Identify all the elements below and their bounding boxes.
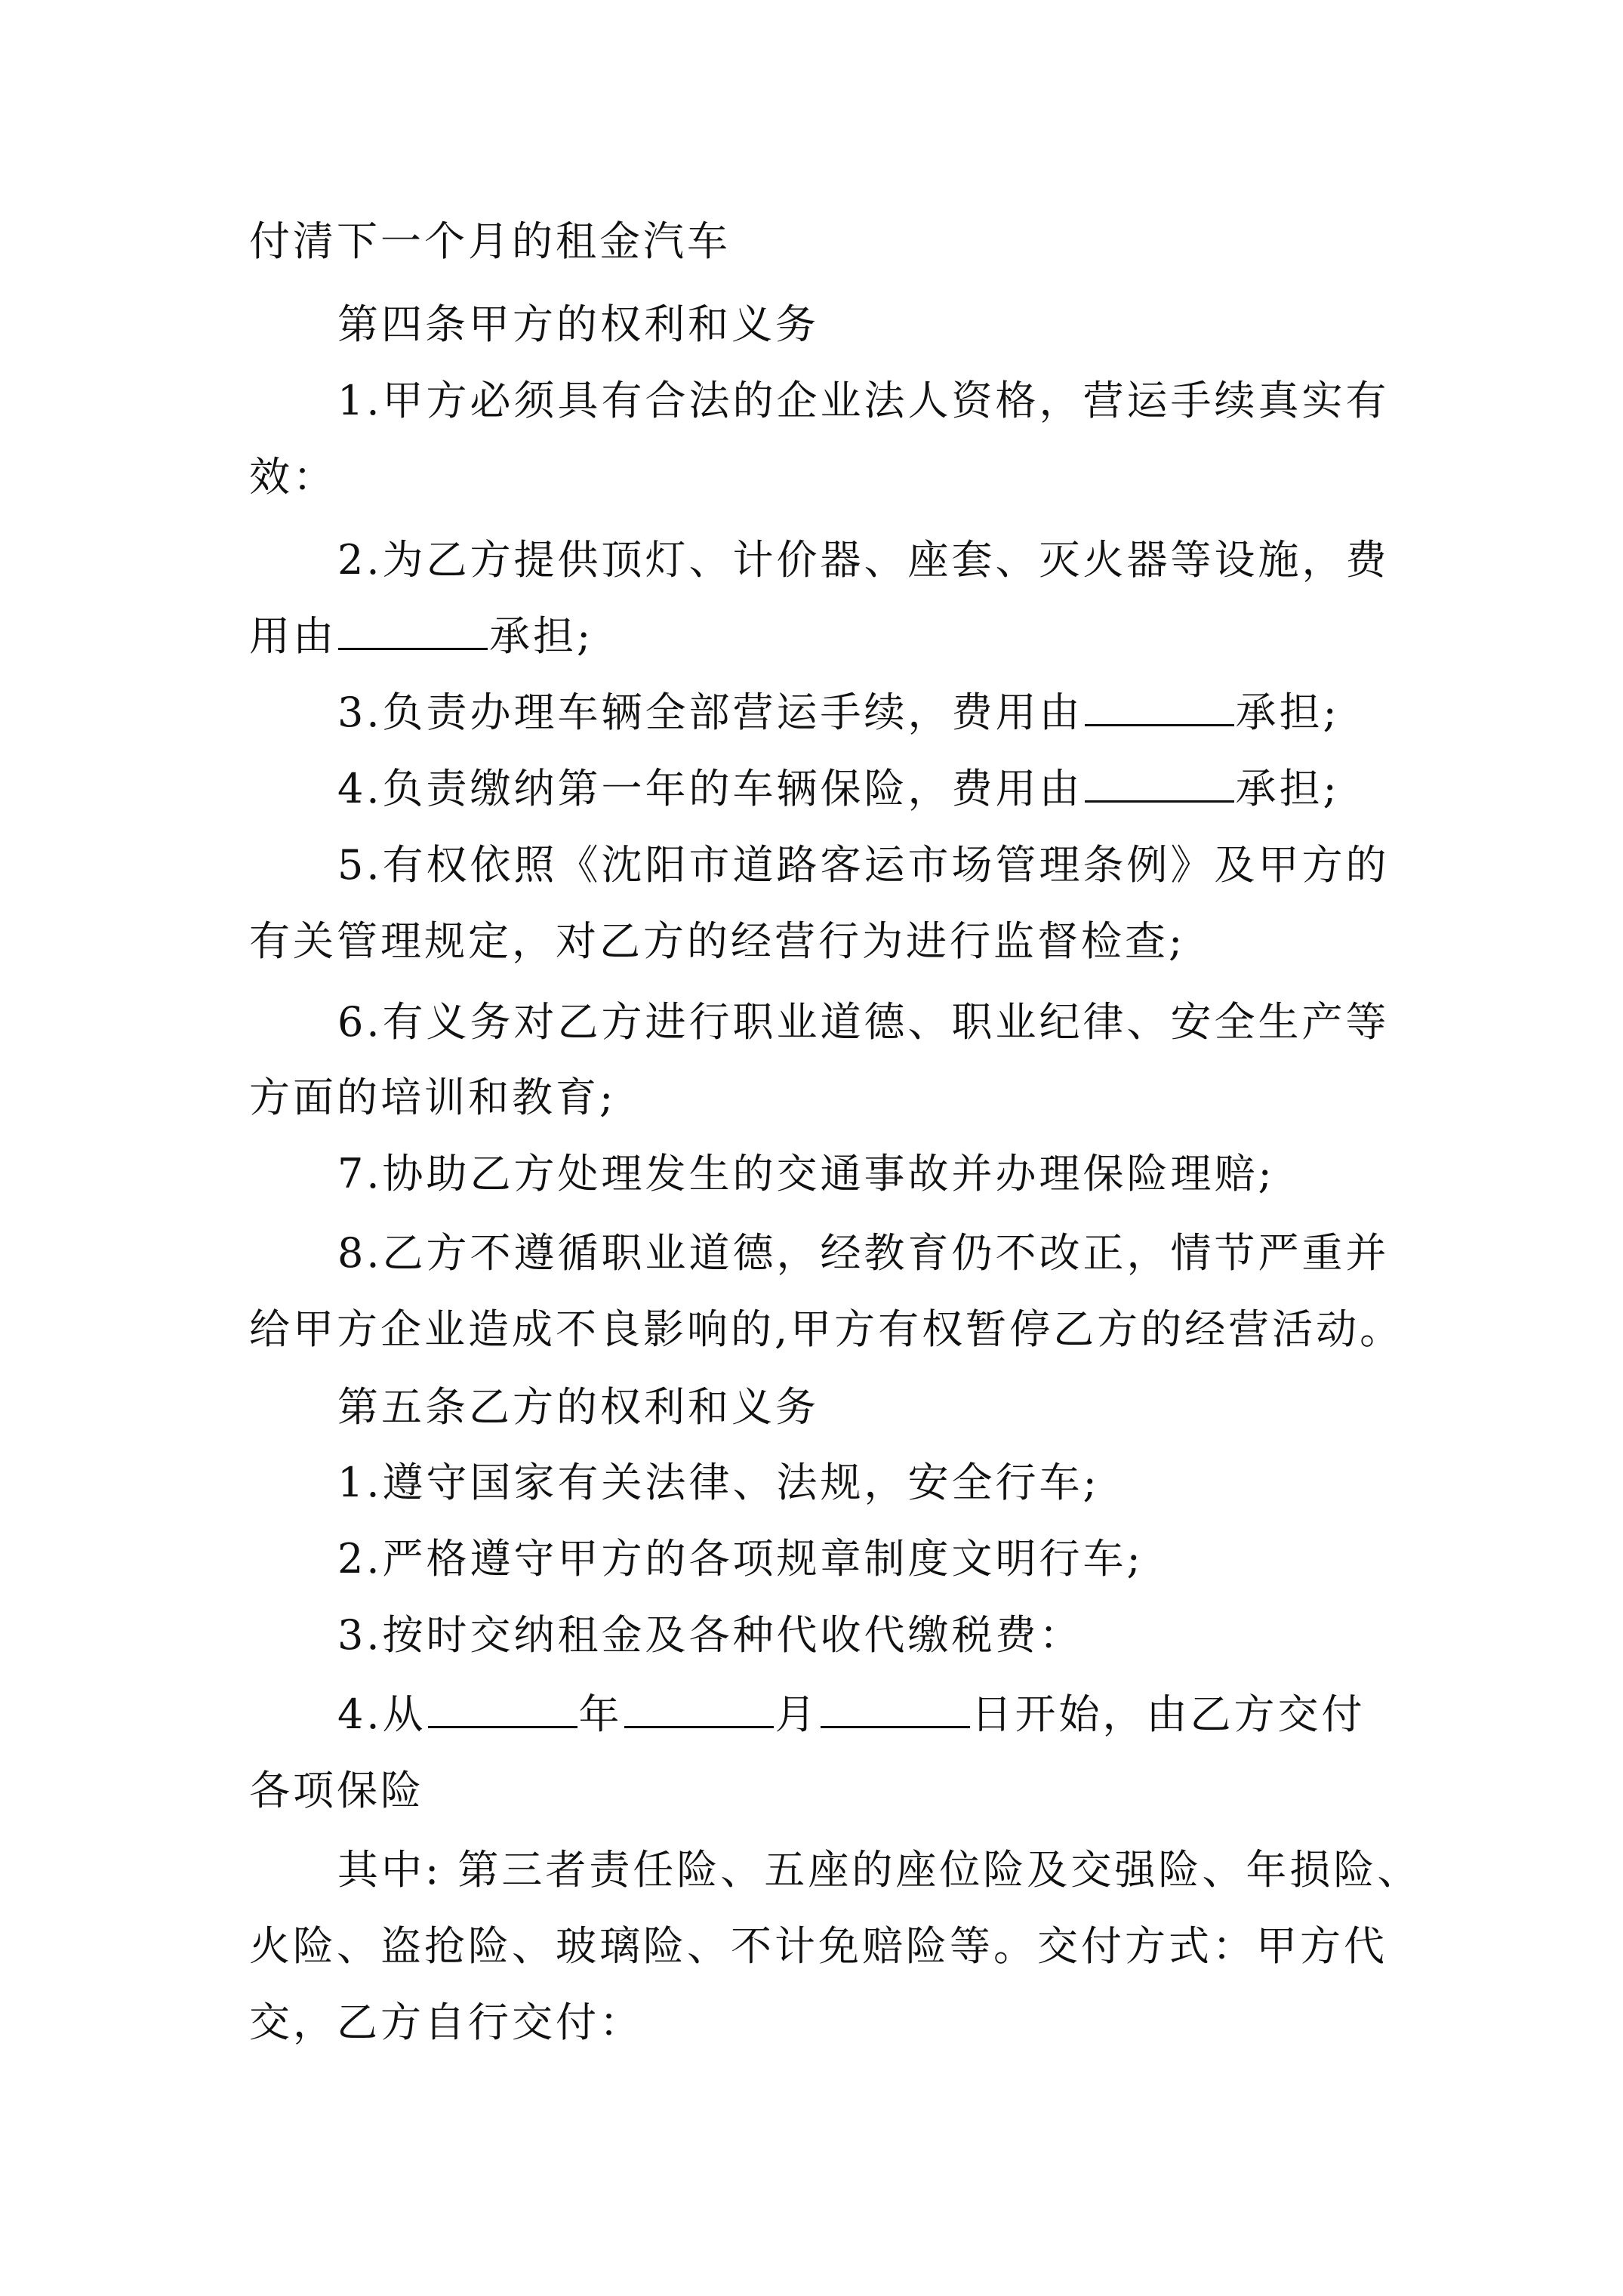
text-fragment: 用由 bbox=[249, 612, 337, 660]
text-line: 交，乙方自行交付： bbox=[249, 1999, 643, 2046]
text-fragment: 承担; bbox=[1235, 689, 1340, 736]
fill-in-blank bbox=[428, 1723, 577, 1728]
text-fragment: 4.从 bbox=[337, 1690, 427, 1738]
text-line: 1.甲方必须具有合法的企业法人资格，营运手续真实有 bbox=[337, 377, 1390, 424]
text-line: 2.为乙方提供顶灯、计价器、座套、灭火器等设施，费 bbox=[337, 536, 1390, 584]
text-line: 7.协助乙方处理发生的交通事故并办理保险理赔; bbox=[337, 1150, 1275, 1197]
text-line: 3.按时交纳租金及各种代收代缴税费： bbox=[337, 1611, 1083, 1659]
text-line: 8.乙方不遵循职业道德，经教育仍不改正，情节严重并 bbox=[337, 1229, 1390, 1277]
text-fragment: 年 bbox=[578, 1690, 623, 1738]
text-line: 付清下一个月的租金汽车 bbox=[249, 217, 731, 265]
text-line: 有关管理规定，对乙方的经营行为进行监督检查; bbox=[249, 917, 1186, 965]
section-heading-article-4: 第四条甲方的权利和义务 bbox=[337, 300, 819, 348]
fill-in-blank bbox=[1085, 721, 1234, 726]
fill-in-blank bbox=[1085, 797, 1234, 803]
text-line: 方面的培训和教育; bbox=[249, 1074, 617, 1121]
fill-in-blank bbox=[821, 1723, 970, 1728]
text-fragment: 4.负责缴纳第一年的车辆保险，费用由 bbox=[337, 765, 1083, 812]
text-line: 1.遵守国家有关法律、法规，安全行车; bbox=[337, 1459, 1100, 1506]
text-line: 其中: 第三者责任险、五座的座位险及交强险、年损险、 bbox=[337, 1846, 1421, 1894]
text-line bbox=[249, 611, 1623, 662]
fill-in-blank bbox=[624, 1723, 774, 1728]
text-line bbox=[337, 1689, 1623, 1740]
text-line: 5.有权依照《沈阳市道路客运市场管理条例》及甲方的 bbox=[337, 841, 1390, 889]
text-line: 火险、盗抢险、玻璃险、不计免赔险等。交付方式：甲方代 bbox=[249, 1922, 1387, 1970]
text-fragment: 3.负责办理车辆全部营运手续，费用由 bbox=[337, 689, 1083, 736]
text-line: 6.有义务对乙方进行职业道德、职业纪律、安全生产等 bbox=[337, 998, 1390, 1046]
text-fragment: 月 bbox=[775, 1690, 819, 1738]
text-line bbox=[337, 687, 1623, 738]
text-fragment: 日开始，由乙方交付 bbox=[971, 1690, 1366, 1738]
section-heading-article-5: 第五条乙方的权利和义务 bbox=[337, 1383, 819, 1431]
text-line: 效： bbox=[249, 453, 337, 501]
text-line: 2.严格遵守甲方的各项规章制度文明行车; bbox=[337, 1535, 1144, 1583]
fill-in-blank bbox=[338, 645, 488, 650]
text-line bbox=[337, 763, 1623, 815]
text-line: 给甲方企业造成不良影响的,甲方有权暂停乙方的经营活动。 bbox=[249, 1305, 1404, 1353]
text-fragment: 承担; bbox=[489, 612, 594, 660]
text-line: 各项保险 bbox=[249, 1767, 424, 1814]
text-fragment: 承担; bbox=[1235, 765, 1340, 812]
